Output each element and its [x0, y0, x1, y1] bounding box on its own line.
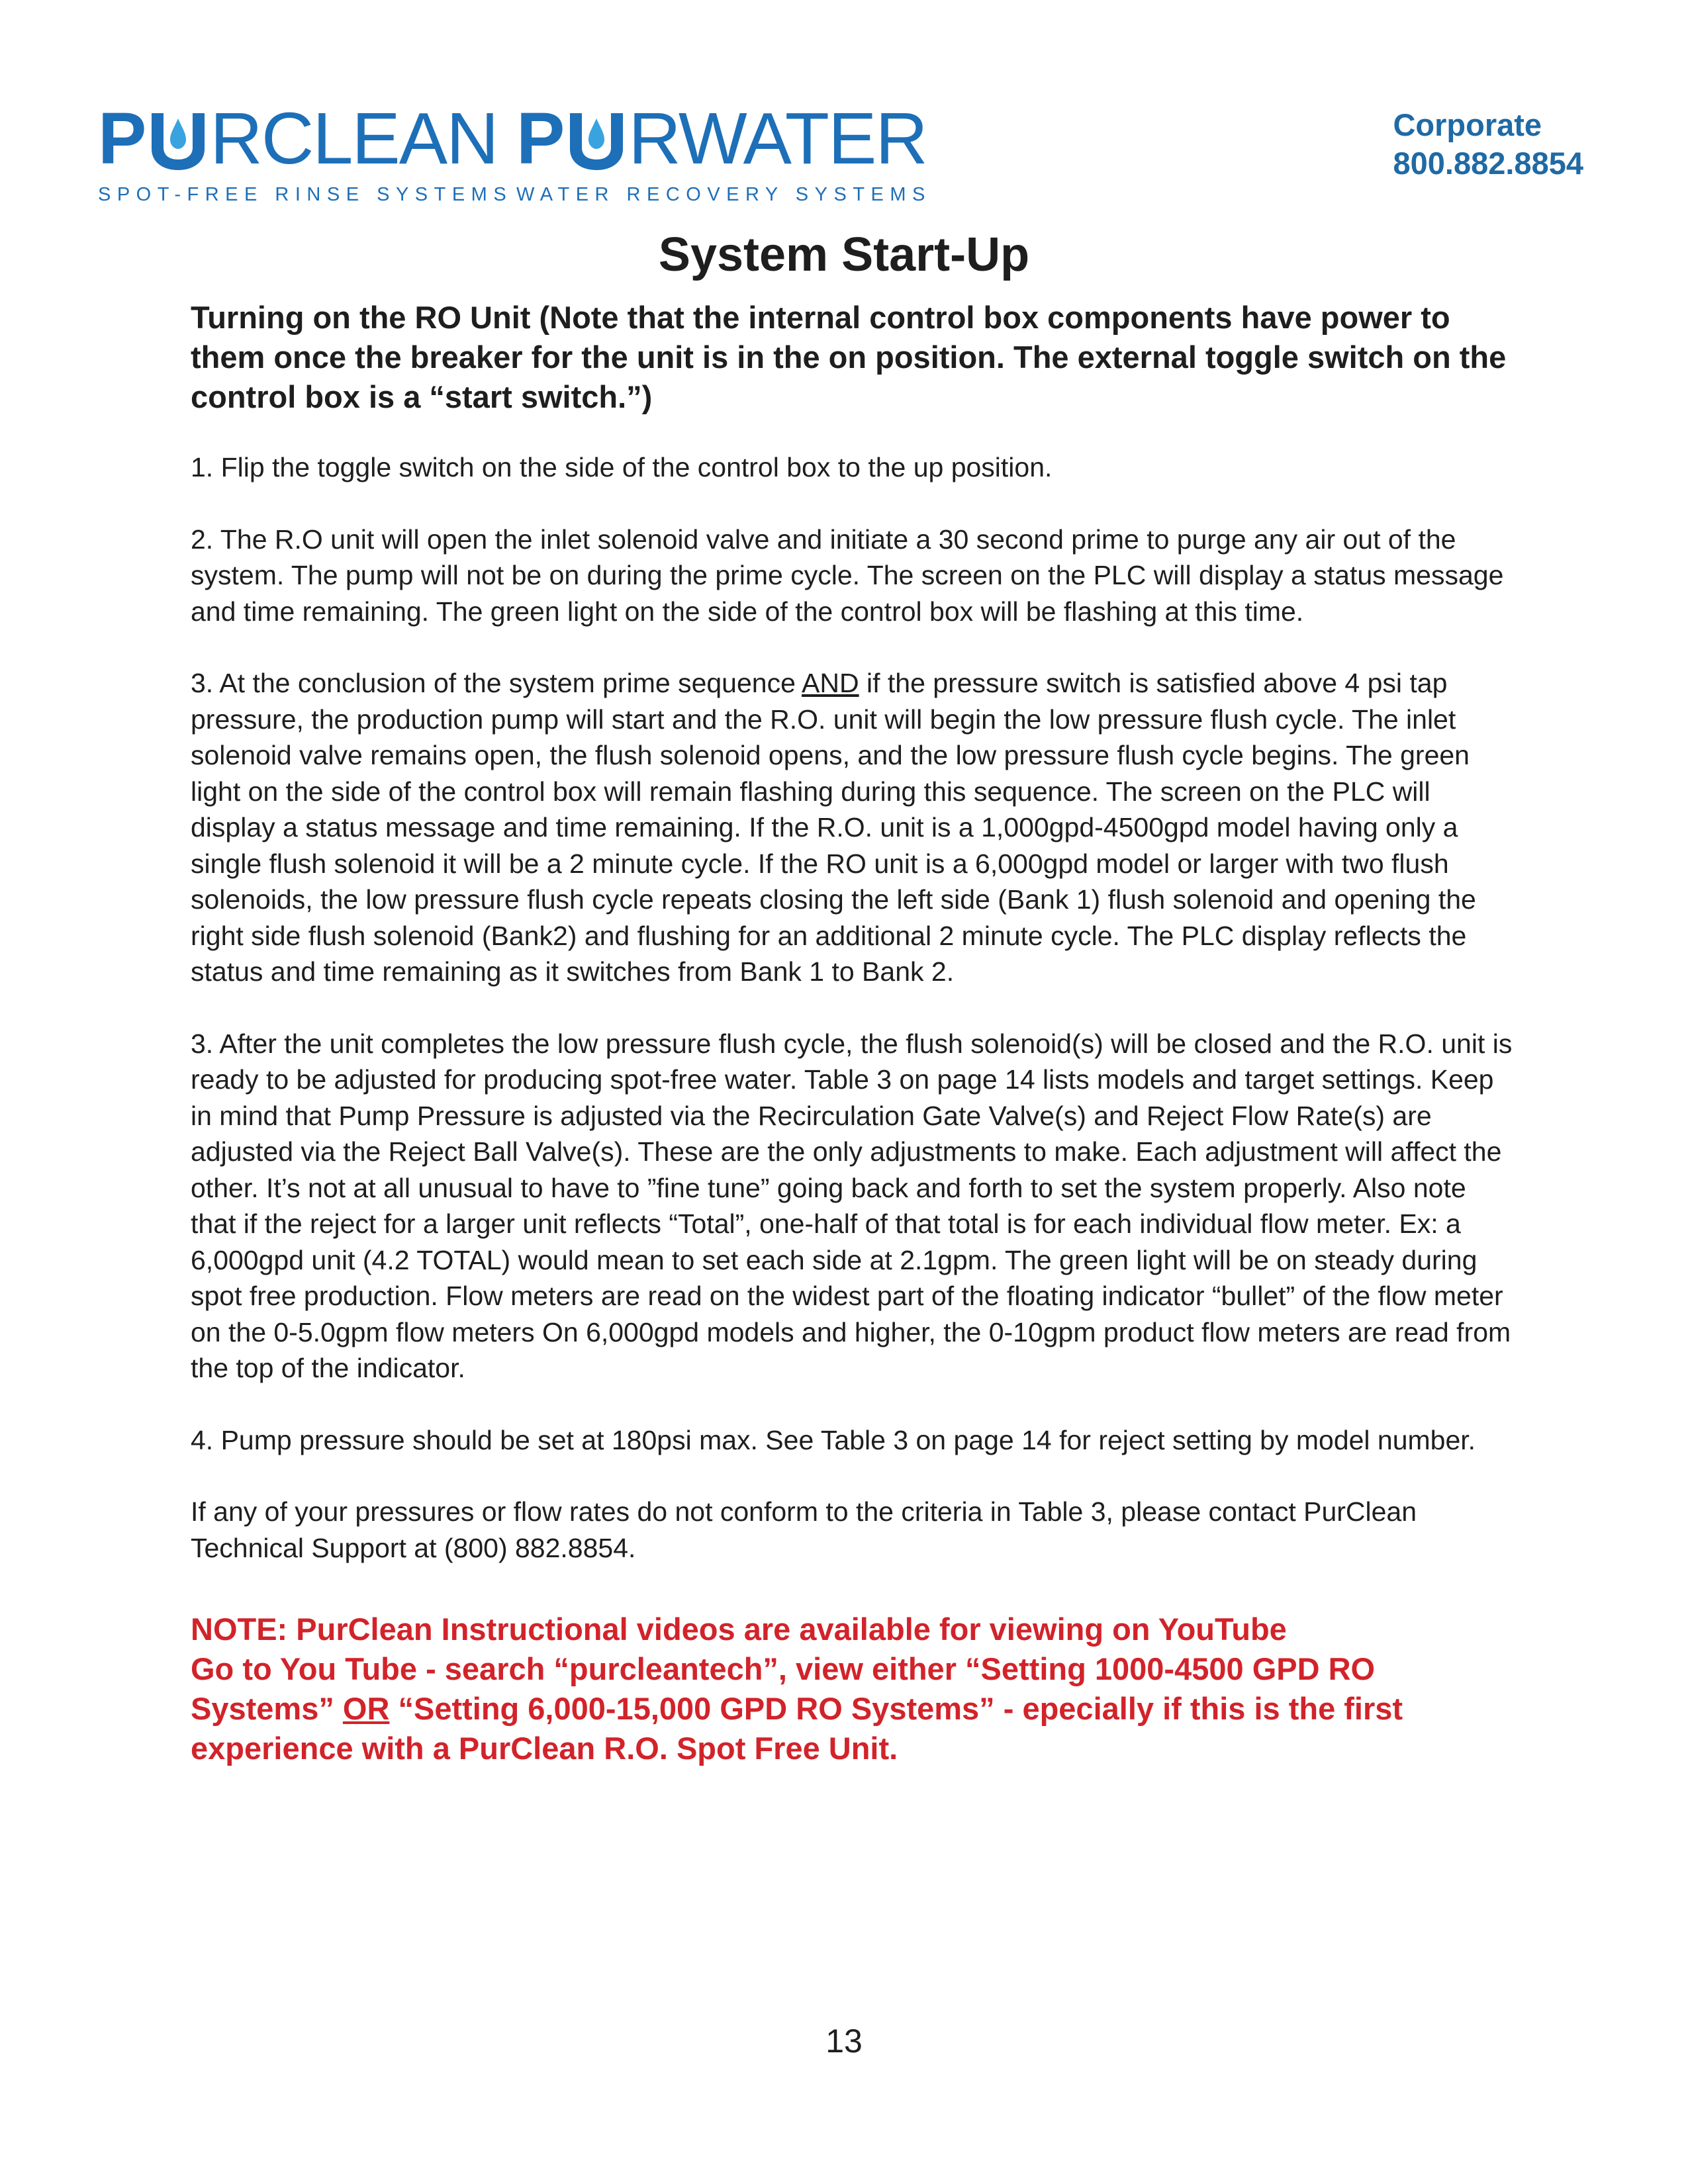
step-3-flush [191, 665, 1515, 990]
page-title: System Start-Up [658, 228, 1030, 281]
purclean-wordmark-rest: RCLEAN [210, 98, 498, 179]
water-drop-u-icon [148, 113, 209, 170]
purclean-logo [98, 98, 513, 205]
purclean-wordmark [98, 98, 512, 179]
purwater-wordmark-rest: RWATER [628, 98, 927, 179]
purclean-wordmark-p: P [98, 98, 146, 179]
corporate-contact [1393, 106, 1583, 183]
step-3-and-emphasis: AND [802, 668, 859, 698]
step-4: 4. Pump pressure should be set at 180psi max. See Table 3 on page 14 for reject setting by model number. [191, 1424, 1476, 1455]
corporate-phone: 800.882.8854 [1393, 146, 1583, 181]
document-body [191, 298, 1515, 1768]
purwater-wordmark [516, 98, 931, 179]
step-3-flush-lead: 3. At the conclusion of the system prime sequence [191, 668, 802, 698]
step-1: 1. Flip the toggle switch on the side of the control box to the up position. [191, 452, 1053, 482]
youtube-note-or-emphasis: OR [342, 1691, 390, 1726]
step-2: 2. The R.O unit will open the inlet solenoid valve and initiate a 30 second prime to purge any air out of the system. The pump will not be on during the prime cycle. The screen on the PLC will display a status message and time remaining. The green light on the side of the control box will be flashing at this time. [191, 523, 1504, 627]
support-contact-paragraph: If any of your pressures or flow rates do not conform to the criteria in Table 3, please contact PurClean Technical Support at (800) 882.8854. [191, 1496, 1417, 1563]
purwater-logo [516, 98, 931, 205]
intro-heading: Turning on the RO Unit (Note that the internal control box components have power to them once the breaker for the unit is in the on position. The external toggle switch on the control box is a “start switch.”) [191, 300, 1507, 414]
step-3-adjust: 3. After the unit completes the low pressure flush cycle, the flush solenoid(s) will be closed and the R.O. unit is ready to be adjusted for producing spot-free water. Table 3 on page 14 lists models and target settings. Keep in mind that Pump Pressure is adjusted via the Recirculation Gate Valve(s) and Reject Flow Rate(s) are adjusted via the Reject Ball Valve(s). These are the only adjustments to make. Each adjustment will affect the other. It’s not at all unusual to have to ”fine tune” going back and forth to set the system properly. Also note that if the reject for a larger unit reflects “Total”, one-half of that total is for each individual flow meter. Ex: a 6,000gpd unit (4.2 TOTAL) would mean to set each side at 2.1gpm. The green light will be on steady during spot free production. Flow meters are read on the widest part of the floating indicator “bullet” of the flow meter on the 0-5.0gpm flow meters On 6,000gpd models and higher, the 0-10gpm product flow meters are read from the top of the indicator. [191, 1028, 1513, 1383]
youtube-note-line-1: NOTE: PurClean Instructional videos are available for viewing on YouTube [191, 1612, 1287, 1647]
purwater-tagline: WATER RECOVERY SYSTEMS [516, 184, 931, 205]
youtube-note-line-2 [191, 1649, 1515, 1768]
purwater-wordmark-p: P [516, 98, 564, 179]
purclean-tagline: SPOT-FREE RINSE SYSTEMS [98, 184, 513, 205]
water-drop-u-icon [566, 113, 627, 170]
youtube-note-rest: “Setting 6,000-15,000 GPD RO Systems” - epecially if this is the first experience with a PurClean R.O. Spot Free Unit. [191, 1691, 1403, 1766]
youtube-note [191, 1610, 1515, 1768]
corporate-label: Corporate [1393, 107, 1542, 142]
step-3-flush-rest: if the pressure switch is satisfied above 4 psi tap pressure, the production pump will start and the R.O. unit will begin the low pressure flush cycle. The inlet solenoid valve remains open, the flush solenoid opens, and the low pressure flush cycle begins. The green light on the side of the control box will remain flashing during this sequence. The screen on the PLC will display a status message and time remaining. If the R.O. unit is a 1,000gpd-4500gpd model having only a single flush solenoid it will be a 2 minute cycle. If the RO unit is a 6,000gpd model or larger with two flush solenoids, the low pressure flush cycle repeats closing the left side (Bank 1) flush solenoid and opening the right side flush solenoid (Bank2) and flushing for an additional 2 minute cycle. The PLC display reflects the status and time remaining as it switches from Bank 1 to Bank 2. [191, 668, 1476, 987]
youtube-note-search: Go to You Tube - search “purcleantech”, view either “Setting 1000-4500 GPD RO Systems” [191, 1651, 1376, 1726]
page-number: 13 [825, 2023, 863, 2060]
